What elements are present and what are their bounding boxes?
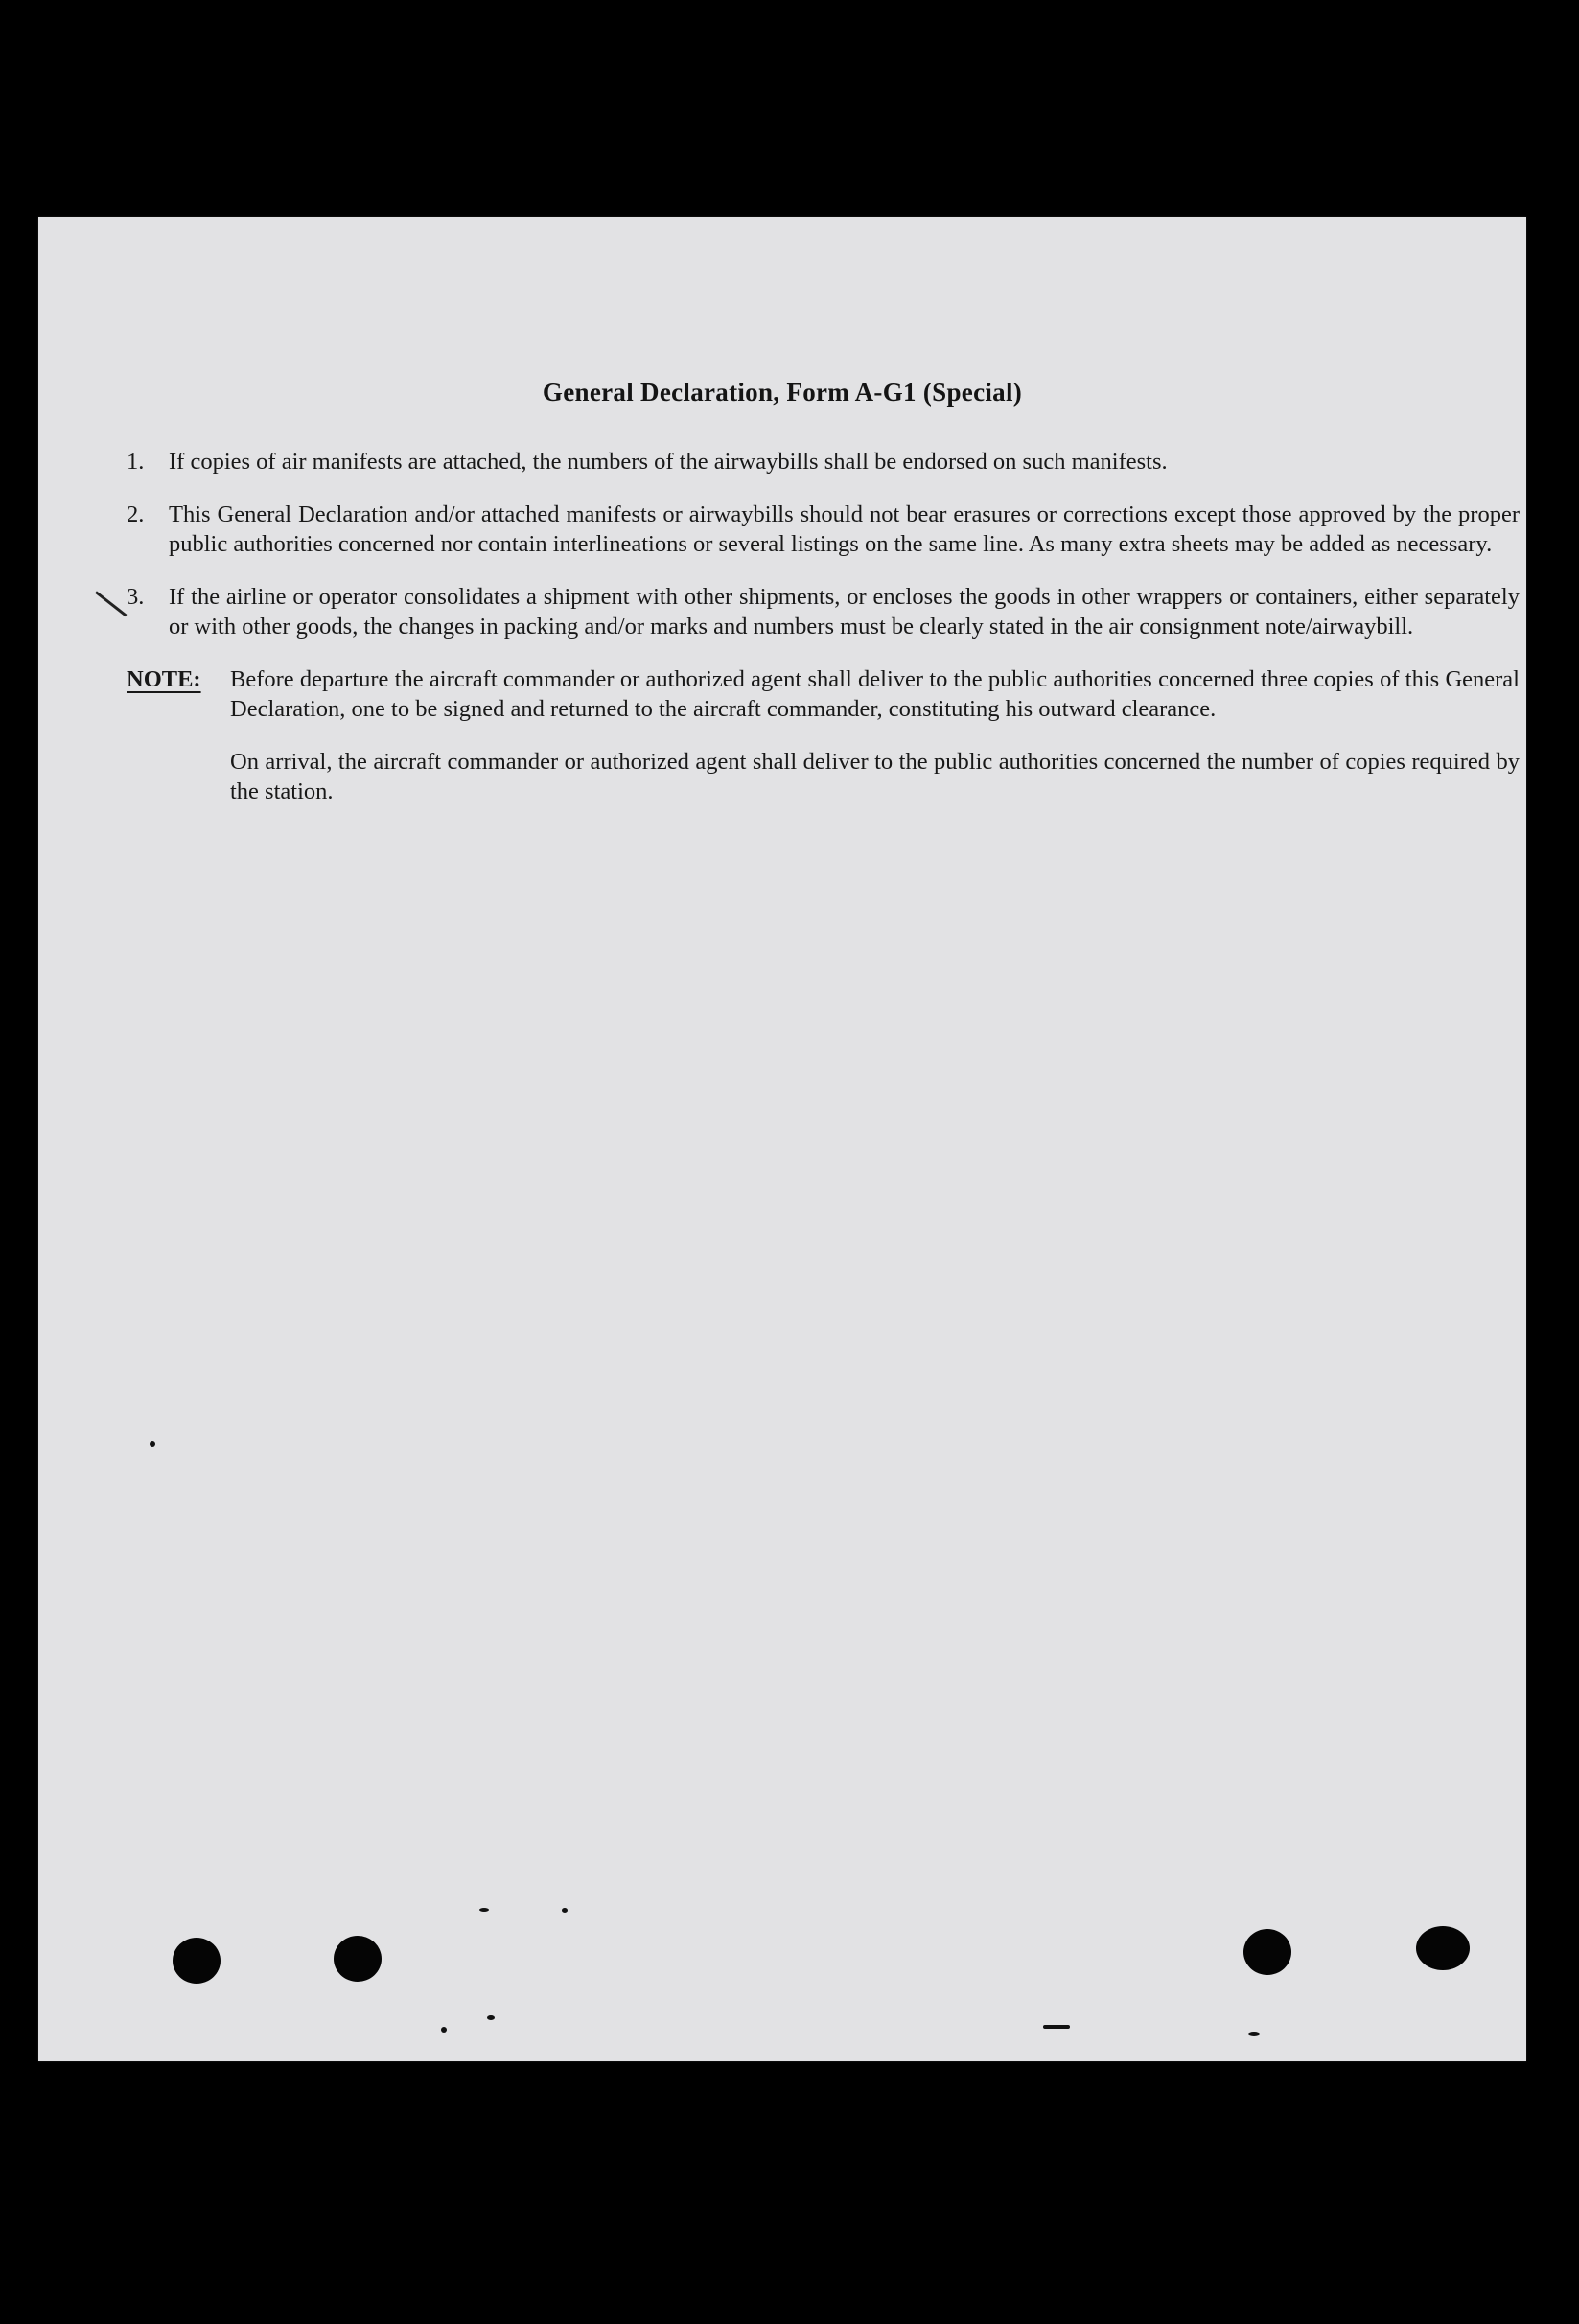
speck-icon	[562, 1908, 568, 1913]
speck-icon	[487, 2015, 495, 2020]
punch-hole-icon	[173, 1938, 221, 1984]
document-body	[127, 447, 1520, 806]
item-number: 3.	[127, 584, 145, 610]
document-title: General Declaration, Form A-G1 (Special)	[542, 378, 1023, 407]
pen-mark-icon	[95, 591, 127, 616]
list-item	[127, 447, 1520, 476]
item-number: 2.	[127, 501, 145, 527]
speck-icon	[479, 1908, 489, 1912]
punch-hole-icon	[1243, 1929, 1291, 1975]
item-text: This General Declaration and/or attached manifests or airwaybills should not bear erasures or corrections except those approved by the proper public authorities concerned nor contain interlineations or several listings on the same line. As many extra sheets may be added as necessary.	[169, 501, 1520, 557]
note-label: NOTE:	[127, 666, 201, 692]
speck-icon	[441, 2027, 447, 2033]
item-number: 1.	[127, 449, 145, 475]
punch-hole-icon	[1416, 1926, 1470, 1970]
note-block	[127, 664, 1520, 724]
note-paragraph-1: Before departure the aircraft commander or authorized agent shall deliver to the public authorities concerned three copies of this General Declaration, one to be signed and returned to the aircraft commander, constituting his outward clearance.	[230, 666, 1520, 722]
list-item	[127, 582, 1520, 641]
document-page	[38, 217, 1526, 2061]
note-paragraph-2: On arrival, the aircraft commander or authorized agent shall deliver to the public authorities concerned the number of copies required by the station.	[230, 749, 1520, 804]
item-text: If copies of air manifests are attached, the numbers of the airwaybills shall be endorsed on such manifests.	[169, 449, 1168, 475]
item-text: If the airline or operator consolidates a shipment with other shipments, or encloses the goods in other wrappers or containers, either separately or with other goods, the changes in packing and/or marks and numbers must be clearly stated in the air consignment note/airwaybill.	[169, 584, 1520, 639]
speck-icon	[150, 1441, 155, 1447]
list-item	[127, 500, 1520, 559]
punch-hole-icon	[334, 1936, 382, 1982]
speck-icon	[1248, 2032, 1260, 2036]
speck-icon	[1043, 2025, 1070, 2029]
